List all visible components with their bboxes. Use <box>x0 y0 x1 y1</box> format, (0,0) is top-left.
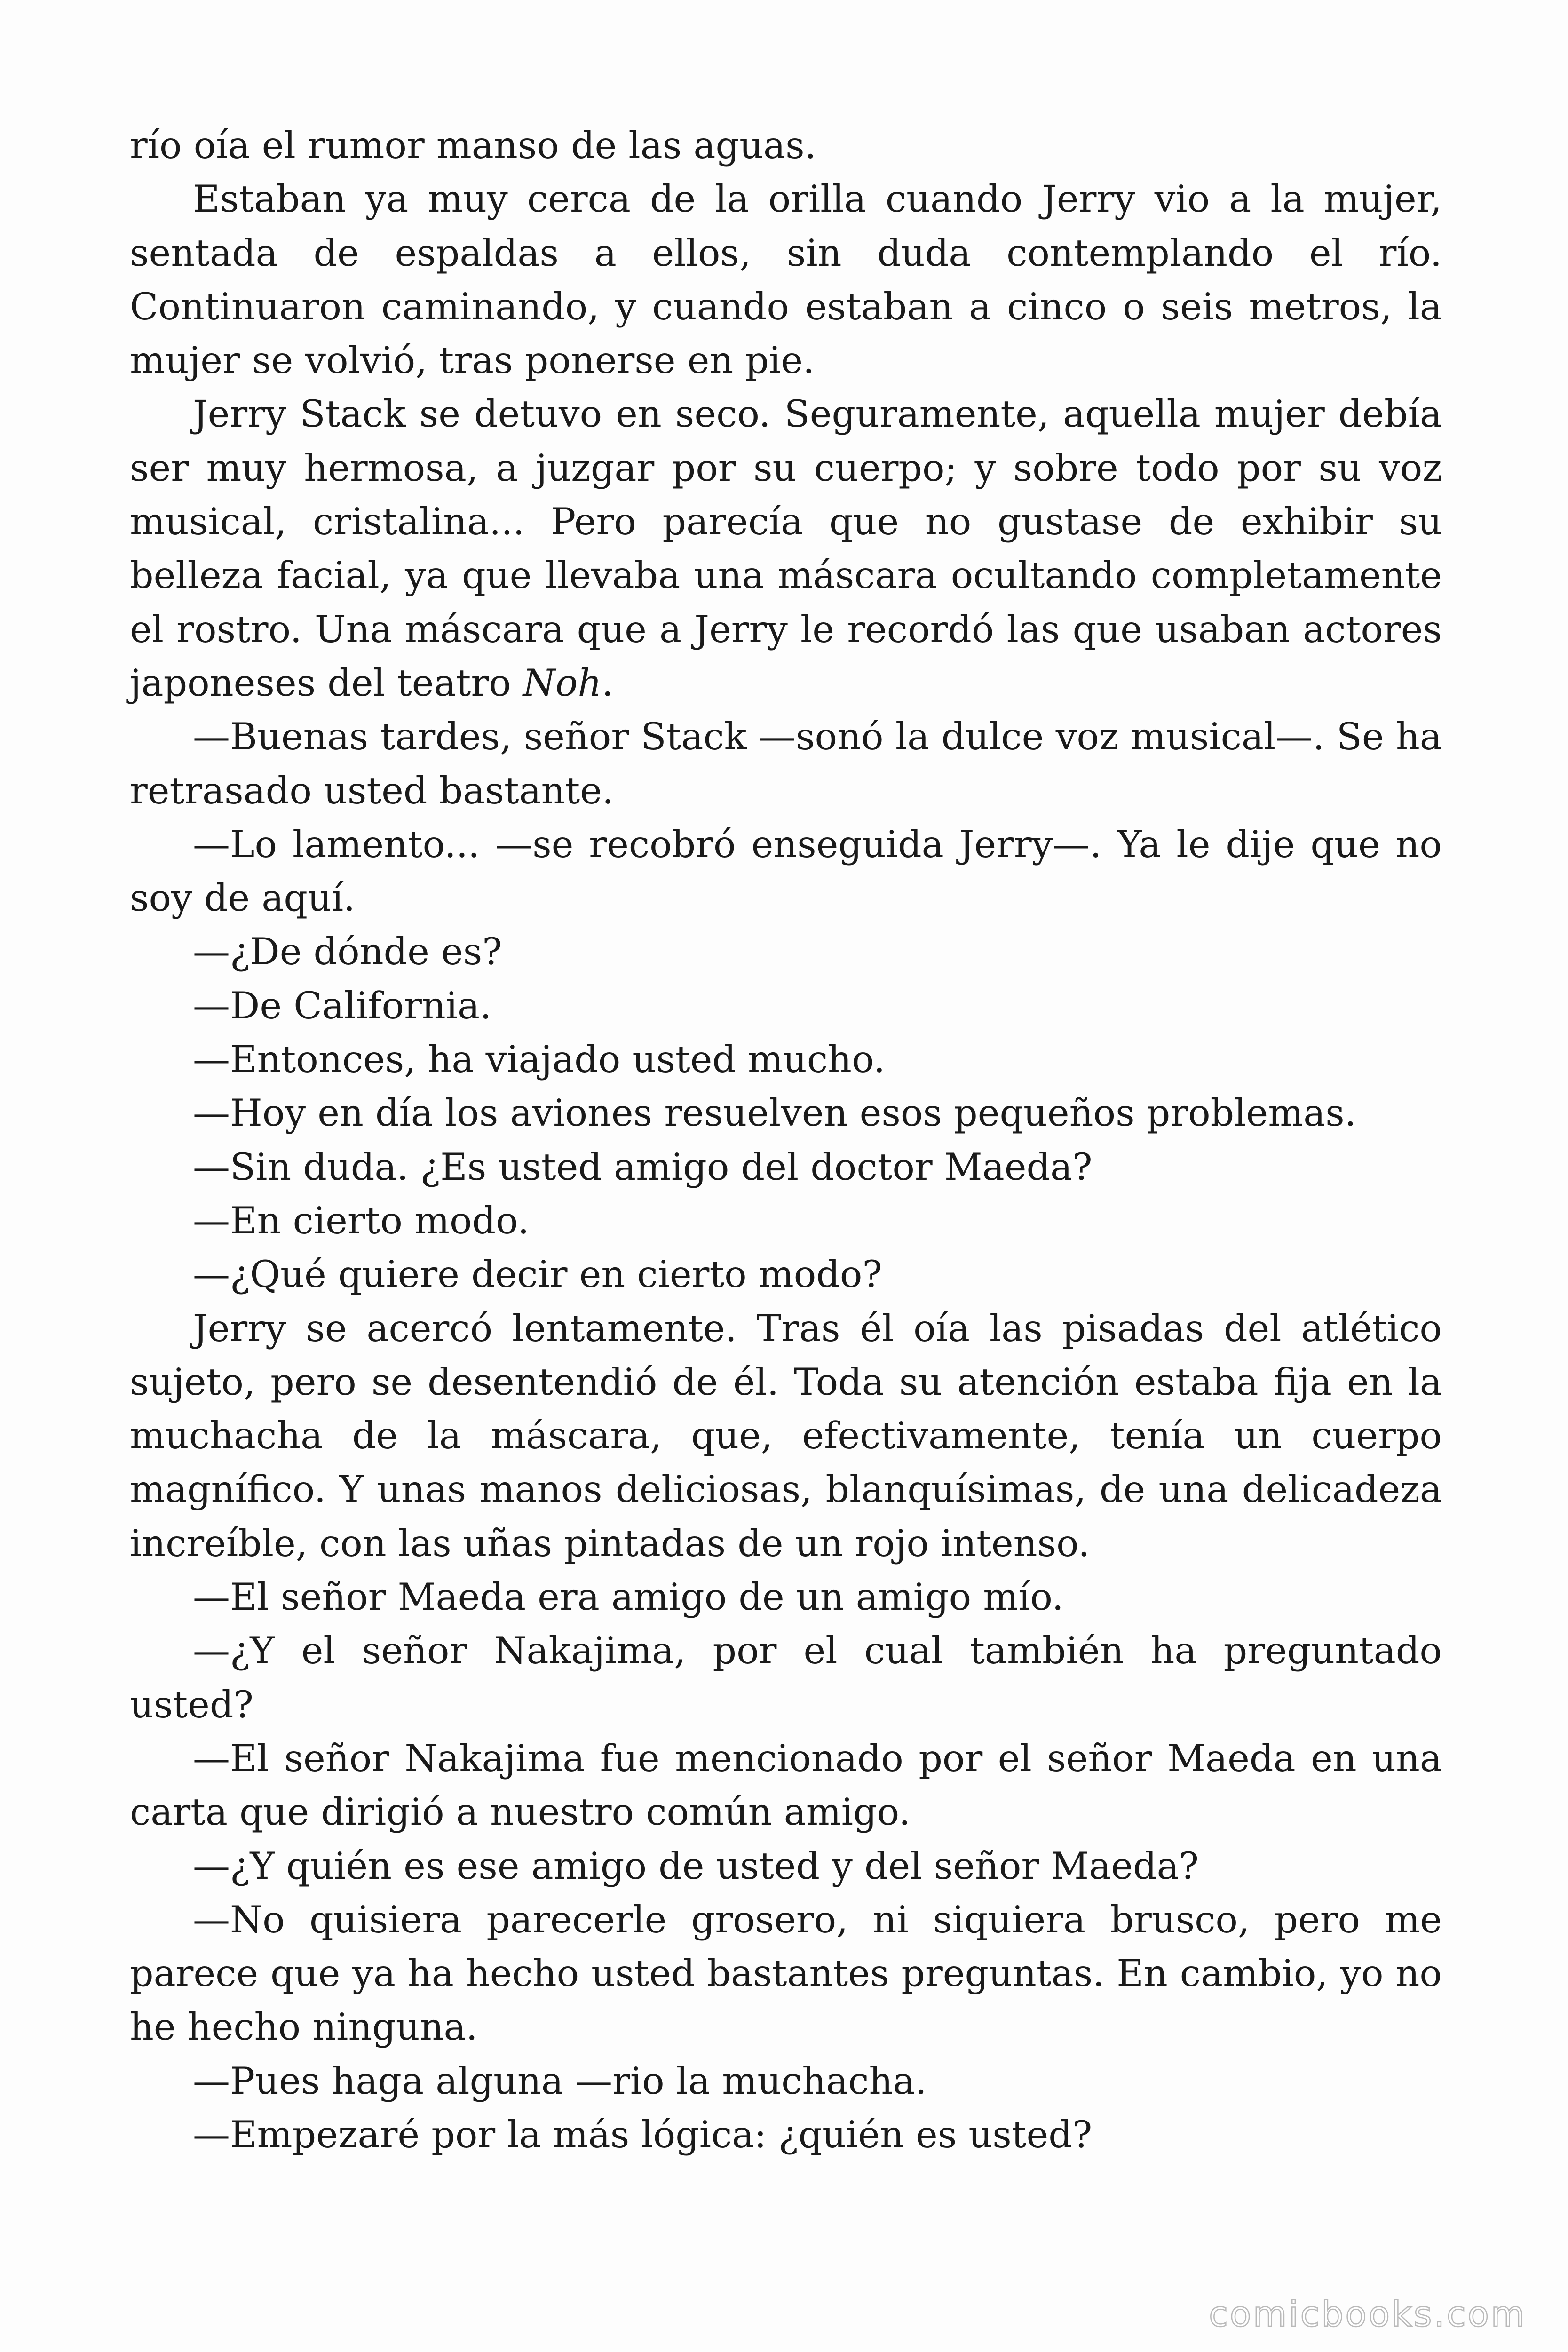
paragraph <box>130 387 1442 710</box>
dialogue-line: —Sin duda. ¿Es usted amigo del doctor Maeda? <box>193 1145 1093 1189</box>
dialogue-line: —¿De dónde es? <box>193 930 502 974</box>
dialogue-line: —¿Y el señor Nakajima, por el cual también ha preguntado usted? <box>130 1629 1442 1726</box>
dialogue-line: —De California. <box>193 984 492 1027</box>
dialogue-line: —El señor Nakajima fue mencionado por el señor Maeda en una carta que dirigió a nuestro común amigo. <box>130 1736 1442 1834</box>
dialogue-line: —El señor Maeda era amigo de un amigo mío. <box>193 1575 1064 1619</box>
dialogue-line: —Buenas tardes, señor Stack —sonó la dulce voz musical—. Se ha retrasado usted bastante. <box>130 715 1442 812</box>
dialogue-line: —En cierto modo. <box>193 1199 530 1242</box>
paragraph: río oía el rumor manso de las aguas. <box>130 124 816 167</box>
paragraph: Estaban ya muy cerca de la orilla cuando Jerry vio a la mujer, sentada de espaldas a ellos, sin duda contemplando el río. Continuaron caminando, y cuando estaban a cinco o seis metros, la mujer se volvió, tras ponerse en pie. <box>130 177 1442 382</box>
dialogue-line: —No quisiera parecerle grosero, ni siquiera brusco, pero me parece que ya ha hecho usted bastantes preguntas. En cambio, yo no he hecho ninguna. <box>130 1898 1442 2049</box>
dialogue-line: —Entonces, ha viajado usted mucho. <box>193 1038 886 1081</box>
dialogue-line: —Pues haga alguna —rio la muchacha. <box>193 2059 927 2103</box>
paragraph-tail: . <box>602 661 614 705</box>
watermark: comicbooks.com <box>1209 2294 1527 2335</box>
dialogue-line: —¿Y quién es ese amigo de usted y del señor Maeda? <box>193 1844 1199 1888</box>
dialogue-line: —Lo lamento... —se recobró enseguida Jerry—. Ya le dije que no soy de aquí. <box>130 822 1442 920</box>
dialogue-line: —Hoy en día los aviones resuelven esos pequeños problemas. <box>193 1091 1356 1135</box>
paragraph: Jerry se acercó lentamente. Tras él oía las pisadas del atlético sujeto, pero se desentendió de él. Toda su atención estaba fija en la muchacha de la máscara, que, efectivamente, tenía un cuerpo magnífico. Y unas manos deliciosas, blanquísimas, de una delicadeza increíble, con las uñas pintadas de un rojo intenso. <box>130 1306 1442 1565</box>
dialogue-line: —Empezaré por la más lógica: ¿quién es usted? <box>193 2113 1093 2156</box>
page-body <box>130 119 1442 2161</box>
paragraph-text: Jerry Stack se detuvo en seco. Seguramente, aquella mujer debía ser muy hermosa, a juzgar por su cuerpo; y sobre todo por su voz musical, cristalina... Pero parecía que no gustase de exhibir su belleza facial, ya que llevaba una máscara ocultando completamente el rostro. Una máscara que a Jerry le recordó las que usaban actores japoneses del teatro <box>130 392 1442 705</box>
dialogue-line: —¿Qué quiere decir en cierto modo? <box>193 1253 882 1296</box>
italic-word: Noh <box>523 661 602 705</box>
